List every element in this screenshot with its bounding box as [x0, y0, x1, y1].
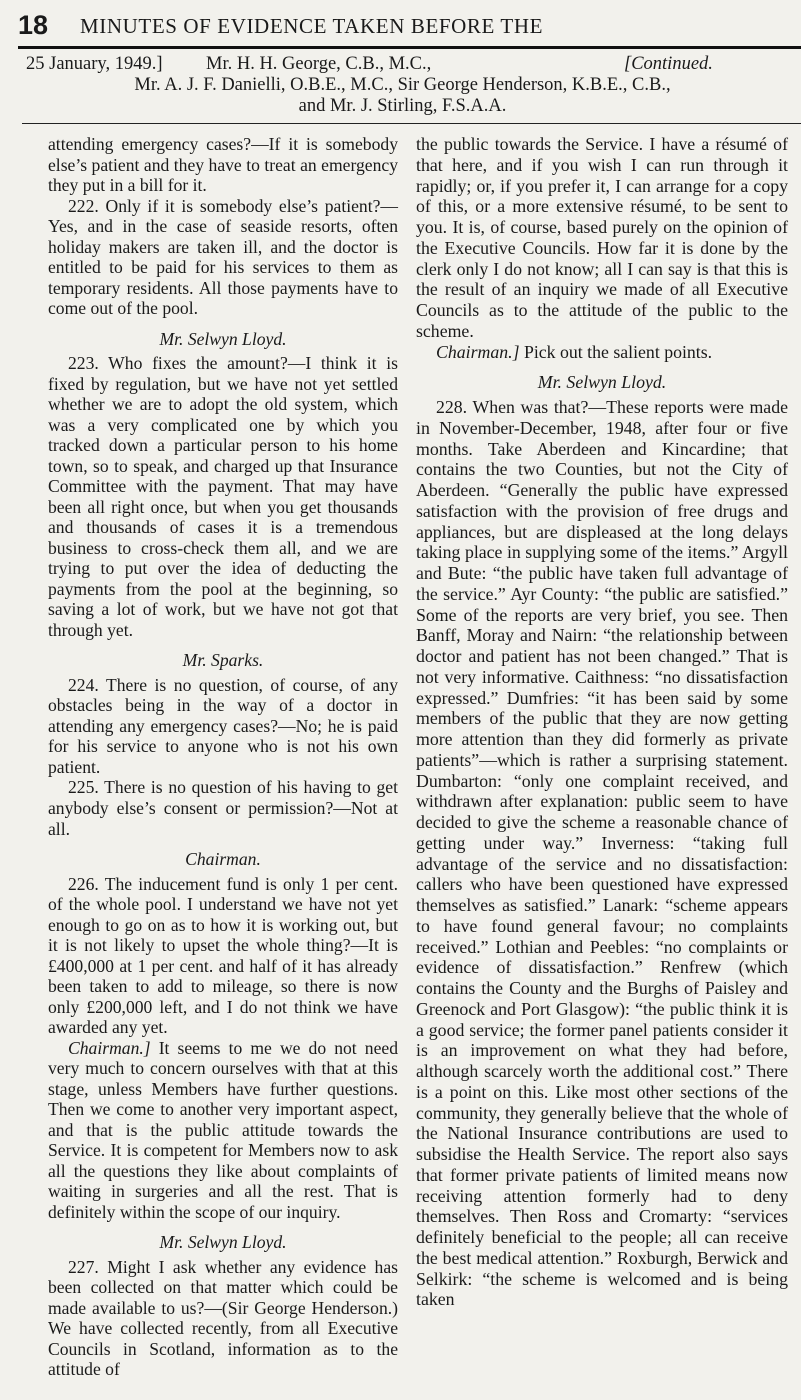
speaker-label: Chairman.]	[436, 341, 520, 362]
remark-text: Pick out the salient points.	[519, 341, 713, 362]
chairman-remark	[48, 1038, 398, 1223]
witness-rule	[22, 123, 801, 124]
header-rule	[18, 46, 801, 49]
speaker-heading: Mr. Selwyn Lloyd.	[159, 328, 287, 349]
speaker-label: Chairman.]	[68, 1037, 151, 1058]
paragraph: the public towards the Service. I have a résumé of that here, and if you wish I can run through it rapidly; or, if you prefer it, I can arrange for a copy of this, or a more extensive résumé, to be sent to you. It is, of course, based purely on the opinion of the Executive Councils. How far it is done by the clerk only I do not know; all I can say is that this is the result of an inquiry we made of all Executive Councils as to the attitude of the public to the scheme.	[416, 134, 788, 341]
paragraph: attending emergency cases?—If it is somebody else’s patient and they have to treat an emergency they put in a bill for it.	[48, 134, 398, 196]
question-224: 224. There is no question, of course, of any obstacles being in the way of a doctor in attending any emergency cases?—No; he is paid for his service to anyone who is not his own patient.	[48, 674, 398, 777]
continued-marker: [Continued.	[624, 54, 713, 74]
question-226: 226. The inducement fund is only 1 per cent. of the whole pool. I understand we have not yet enough to go on as to how it is working out, but it is not likely to upset the whole thing?—It is £400,000 at 1 per cent. and half of it has already been taken to add to mileage, so there is now only £200,000 left, and I do not think we have awarded any yet.	[48, 873, 398, 1038]
speaker-heading: Chairman.	[185, 849, 261, 870]
witness-line-1: Mr. H. H. George, C.B., M.C.,	[206, 54, 432, 74]
left-column	[48, 134, 398, 1380]
page-header	[18, 10, 798, 40]
witness-block	[24, 54, 801, 117]
page-number: 18	[18, 10, 49, 40]
remark-text: It seems to me we do not need very much to concern ourselves with that at this stage, unless Members have further questions. Then we come to another very important aspect, and that is the public attitude towards the Service. It is competent for Members now to ask all the questions they like about complaints of waiting in surgeries and all the rest. That is definitely within the scope of our inquiry.	[48, 1037, 398, 1222]
question-225: 225. There is no question of his having to get anybody else’s consent or permission?—Not at all.	[48, 777, 398, 839]
chairman-remark	[416, 342, 788, 363]
witness-line-2: Mr. A. J. F. Danielli, O.B.E., M.C., Sir George Henderson, K.B.E., C.B.,	[134, 75, 671, 95]
speaker-heading: Mr. Sparks.	[182, 650, 264, 671]
question-222: 222. Only if it is somebody else’s patient?—Yes, and in the case of seaside resorts, often holiday makers are taken ill, and the doctor is entitled to be paid for his services to them as temporary residents. All those payments have to come out of the pool.	[48, 195, 398, 319]
question-228: 228. When was that?—These reports were made in November-December, 1948, after four or five months. Take Aberdeen and Kincardine; that contains the two Counties, but not the City of Aberdeen. “Generally the public have expressed satisfaction with the provision of free drugs and appliances, but are displeased at the long delays taking place in supplying some of the items.” Argyll and Bute: “the public have taken full advantage of the service.” Ayr County: “the public are satisfied.” Some of the reports are very brief, you see. Then Banff, Moray and Nairn: “the relationship between doctor and patient has not been changed.” That is not very informative. Caithness: “no dissatisfaction expressed.” Dumfries: “it has been said by some members of the public that they are now getting more attention than they did formerly as private patients”—which is rather a surprising statement. Dumbarton: “only one complaint received, and withdrawn after explanation: public seem to have decided to give the scheme a reasonable chance of getting under way.” Inverness: “taking full advantage of the service and no dissatisfaction: callers who have been questioned have expressed themselves as satisfied.” Lanark: “scheme appears to have found general favour; no complaints received.” Lothian and Peebles: “no complaints or evidence of dissatisfaction.” Renfrew (which contains the County and the Burghs of Paisley and Greenock and Port Glasgow): “the public think it is a good service; the former panel patients consider it is an improvement on what they had before, although scarcely worth the additional cost.” There is a point on this. Like most other sections of the community, they generally believe that the whole of the National Insurance contributions are used to subsidise the Health Service. The report also says that former private patients of limited means now receiving attention formerly had to deny themselves. Then Ross and Cromarty: “services definitely beneficial to the people; all can receive the best medical attention.” Roxburgh, Berwick and Selkirk: “the scheme is welcomed and is being taken	[416, 397, 788, 1310]
running-title: MINUTES OF EVIDENCE TAKEN BEFORE THE	[80, 14, 544, 38]
witness-line-3: and Mr. J. Stirling, F.S.A.A.	[298, 96, 507, 116]
speaker-heading: Mr. Selwyn Lloyd.	[537, 372, 667, 393]
session-date: 25 January, 1949.]	[26, 54, 163, 74]
right-column	[416, 134, 788, 1310]
question-227: 227. Might I ask whether any evidence has been collected on that matter which could be made available to us?—(Sir George Henderson.) We have collected recently, from all Executive Councils in Scotland, information as to the attitude of	[48, 1256, 398, 1380]
question-223: 223. Who fixes the amount?—I think it is fixed by regulation, but we have not yet settled whether we are to adopt the old system, which was a very complicated one by which you tracked down a particular person to his home town, so to speak, and charged up that Insurance Committee with the payment. That may have been all right once, but when you get thousands and thousands of cases it is a tremendous business to cross-check them all, and we are trying to put over the idea of deducting the payments from the pool at the beginning, so saving a lot of work, but we have not got that through yet.	[48, 353, 398, 640]
speaker-heading: Mr. Selwyn Lloyd.	[159, 1232, 287, 1253]
